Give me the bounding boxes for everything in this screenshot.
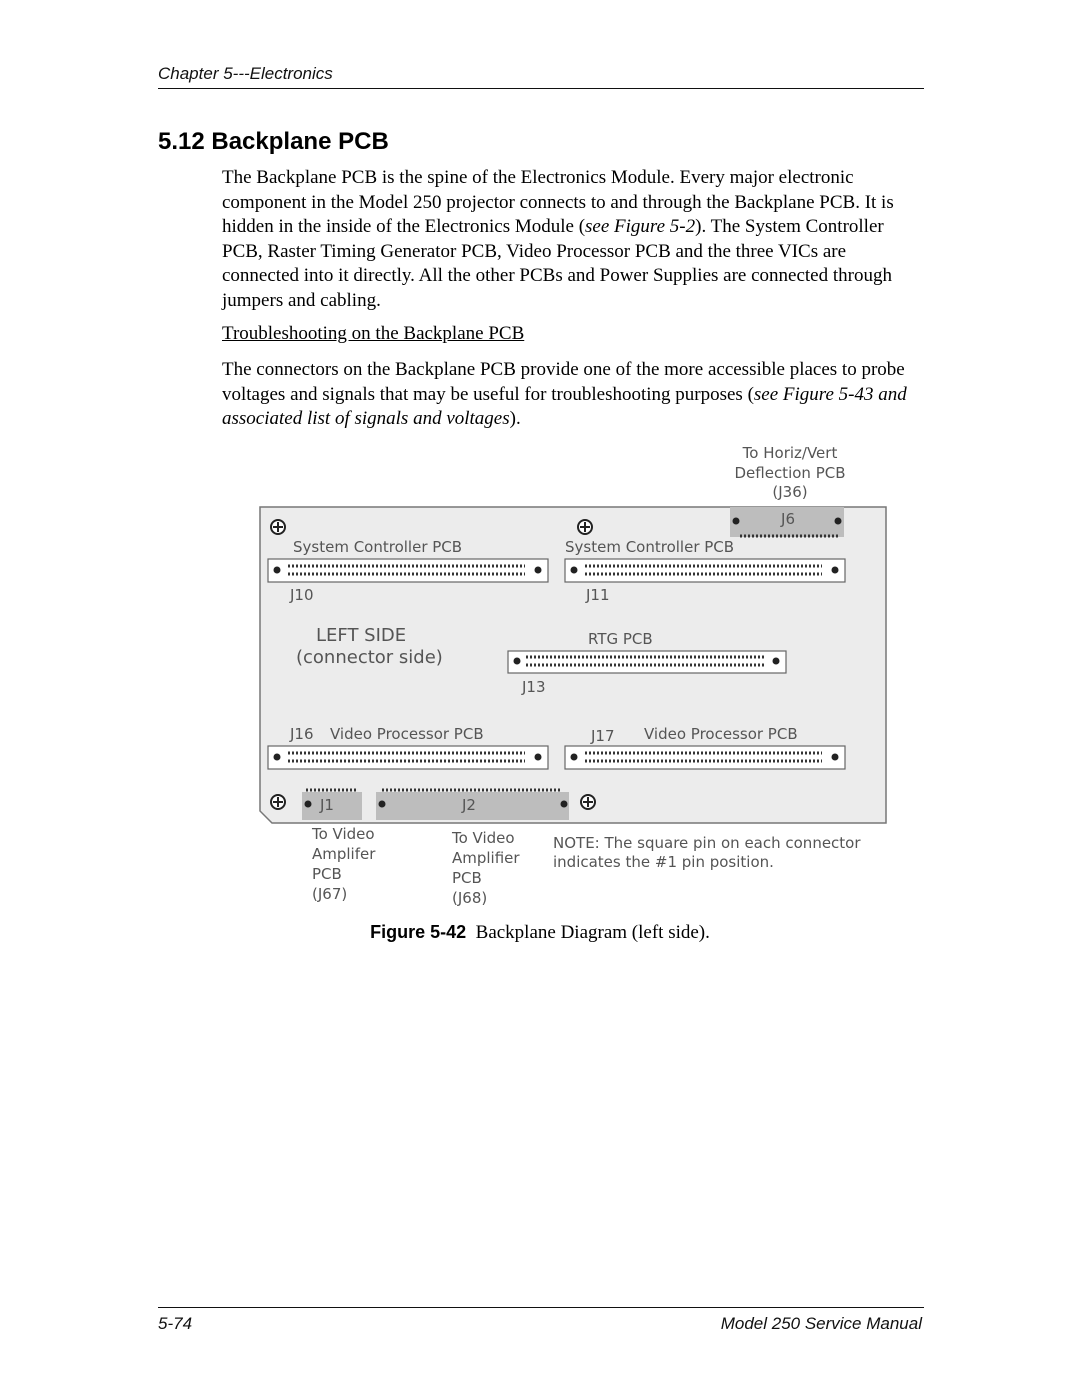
j1-label: J1 xyxy=(320,796,334,814)
vp-left-label: Video Processor PCB xyxy=(330,725,484,743)
j16-connector xyxy=(268,746,548,769)
j16-label: J16 xyxy=(290,725,314,743)
j2-destination-line4: (J68) xyxy=(452,889,488,907)
header-rule xyxy=(158,88,924,89)
section-title: 5.12 Backplane PCB xyxy=(158,128,389,155)
j1-destination-line1: To Video xyxy=(312,825,375,843)
mounting-screw-icon xyxy=(578,520,592,534)
backplane-diagram xyxy=(250,440,900,915)
troubleshooting-text-a: The connectors on the Backplane PCB provide one of the more accessible places to probe voltages and signals that may be useful for troubleshooting purposes ( xyxy=(222,359,905,405)
intro-text-b: ). The System Controller PCB, Raster Timing Generator PCB, Video Processor PCB and the three VICs are connected into it directly. All the other PCBs and Power Supplies are connected through jumpers and cabling. xyxy=(222,216,892,311)
figure-caption xyxy=(0,922,1080,944)
j6-destination-line1: To Horiz/Vert xyxy=(742,444,838,462)
figure-reference: see Figure 5-2 xyxy=(585,216,696,237)
j11-connector xyxy=(565,559,845,582)
side-label-line2: (connector side) xyxy=(296,647,443,668)
j6-label: J6 xyxy=(781,510,795,528)
figure-label: Figure 5-42 xyxy=(370,922,467,942)
troubleshooting-paragraph xyxy=(222,358,922,432)
manual-title: Model 250 Service Manual xyxy=(720,1314,922,1333)
j1-destination-line4: (J67) xyxy=(312,885,348,903)
note-line2: indicates the #1 pin position. xyxy=(553,853,774,871)
j2-destination-line3: PCB xyxy=(452,869,482,887)
page-number: 5-74 xyxy=(158,1314,193,1333)
j1-destination-line2: Amplifer xyxy=(312,845,376,863)
sc-right-label: System Controller PCB xyxy=(565,538,735,556)
j11-label: J11 xyxy=(586,586,610,604)
side-label-line1: LEFT SIDE xyxy=(316,625,407,646)
sc-left-label: System Controller PCB xyxy=(293,538,463,556)
j17-label: J17 xyxy=(591,727,615,745)
j10-connector xyxy=(268,559,548,582)
j6-pin-1 xyxy=(733,518,740,525)
vp-right-label: Video Processor PCB xyxy=(644,725,798,743)
subheading: Troubleshooting on the Backplane PCB xyxy=(222,323,525,344)
j1-destination-line3: PCB xyxy=(312,865,342,883)
figure-reference: see Figure 5-43 and associated list of signals and voltages xyxy=(222,383,907,429)
troubleshooting-text-b: ). xyxy=(509,408,521,429)
caption-text: Backplane Diagram (left side). xyxy=(475,922,710,943)
running-header: Chapter 5---Electronics xyxy=(158,64,333,83)
note-line1: NOTE: The square pin on each connector xyxy=(553,834,861,852)
footer-rule xyxy=(158,1307,924,1308)
mounting-screw-icon xyxy=(271,795,285,809)
j17-connector xyxy=(565,746,845,769)
j6-destination-line3: (J36) xyxy=(772,483,808,501)
j6-pin-end xyxy=(835,518,842,525)
mounting-screw-icon xyxy=(581,795,595,809)
mounting-screw-icon xyxy=(271,520,285,534)
caption-spacer xyxy=(466,922,476,943)
j13-connector xyxy=(508,651,786,673)
intro-paragraph xyxy=(222,166,922,313)
j2-destination-line2: Amplifier xyxy=(452,849,520,867)
intro-text-a: The Backplane PCB is the spine of the Electronics Module. Every major electronic component in the Model 250 projector connects to and through the Backplane PCB. It is hidden in the inside of the Electronics Module ( xyxy=(222,167,894,237)
j10-label: J10 xyxy=(290,586,314,604)
j2-label: J2 xyxy=(462,796,476,814)
j6-destination-line2: Deflection PCB xyxy=(734,464,846,482)
rtg-label: RTG PCB xyxy=(588,630,653,648)
j13-label: J13 xyxy=(522,678,546,696)
j2-destination-line1: To Video xyxy=(452,829,515,847)
